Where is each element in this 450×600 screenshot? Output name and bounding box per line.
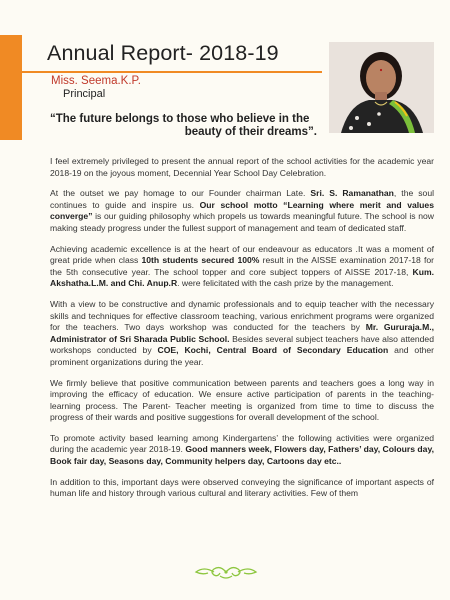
body-paragraph — [50, 244, 434, 290]
text-run: Achieving academic excellence is at the heart of our endeavour as educators .It was a moment of great pride when class — [50, 243, 434, 266]
bold-text-run: Our school motto “Learning where merit and values converge” — [50, 199, 434, 222]
text-run: is our guiding philosophy which propels us towards meaningful future. The school is now making steady progress under the fullest support of management and team of dedicated staff. — [50, 211, 434, 233]
body-paragraph — [50, 299, 434, 369]
bold-text-run: COE, Kochi, Central Board of Secondary Education — [157, 345, 389, 356]
bold-text-run: Sri. S. Ramanathan — [310, 188, 394, 199]
bold-text-run: Kum. Akshatha.L.M. and Chi. Anup.R — [50, 266, 434, 289]
body-paragraph — [50, 433, 434, 468]
bold-text-run: 10th students secured 100% — [141, 255, 260, 266]
text-run: I feel extremely privileged to present the annual report of the school activities for the academic year 2018-19 on the joyous moment, Decennial Year School Day Celebration. — [50, 156, 434, 178]
text-run: With a view to be constructive and dynamic professionals and to equip teacher with the necessary skills and techniques for effective classroom teaching, various enrichment programs were organized for the teachers. Two days workshop was conducted for the teachers by — [50, 298, 434, 333]
quote-line-2: beauty of their dreams”. — [184, 126, 317, 138]
quote-line-1: “The future belongs to those who believe in the — [50, 113, 310, 125]
body-paragraph — [50, 188, 434, 234]
text-run: In addition to this, important days were observed conveying the significance of important aspects of human life and history through various cultural and literary activities. Few of them — [50, 476, 434, 499]
text-run: result in the AISSE examination 2017-18 for the 5th consecutive year. The school topper and core subject toppers of AISSE 2017-18, — [50, 255, 435, 277]
title-underline — [22, 71, 322, 73]
portrait-illustration — [329, 42, 434, 133]
bold-text-run: Good manners week, Flowers day, Fathers’ day, Colours day, Book fair day, Seasons day, Community helpers day, Cartoons day etc.. — [50, 444, 434, 467]
opening-quote — [50, 113, 325, 139]
floral-flourish-ornament-icon — [190, 563, 262, 581]
orange-accent-bar — [0, 35, 22, 140]
body-paragraph — [50, 477, 434, 500]
text-run: We firmly believe that positive communication between parents and teachers goes a long way in improving the efficacy of education. We ensure active participation of parents in the teaching-learning process. The Parent- Teacher meeting is organized from time to time to discuss the progress of their wards and positive suggestions for overall development of the school. — [50, 377, 434, 423]
text-run: . were felicitated with the cash prize by the management. — [177, 278, 394, 289]
text-run: Besides several subject teachers have also attended workshops conducted by — [50, 333, 434, 356]
report-body — [50, 156, 434, 509]
text-run: At the outset we pay homage to our Founder chairman Late. — [50, 188, 311, 199]
text-run: , the soul continues to guide and inspire us. — [50, 188, 435, 210]
page-title: Annual Report- 2018-19 — [47, 41, 279, 65]
text-run: and other prominent organizations during the year. — [50, 345, 435, 367]
author-name: Miss. Seema.K.P. — [51, 75, 141, 87]
body-paragraph — [50, 156, 434, 179]
text-run: To promote activity based learning among Kindergartens’ the following activities were organized during the academic year 2018-19. — [50, 432, 434, 455]
principal-portrait-photo — [329, 42, 434, 133]
author-role: Principal — [63, 88, 106, 100]
bold-text-run: Mr. Gururaja.M., Administrator of Sri Sharada Public School. — [50, 322, 434, 344]
body-paragraph — [50, 378, 434, 424]
